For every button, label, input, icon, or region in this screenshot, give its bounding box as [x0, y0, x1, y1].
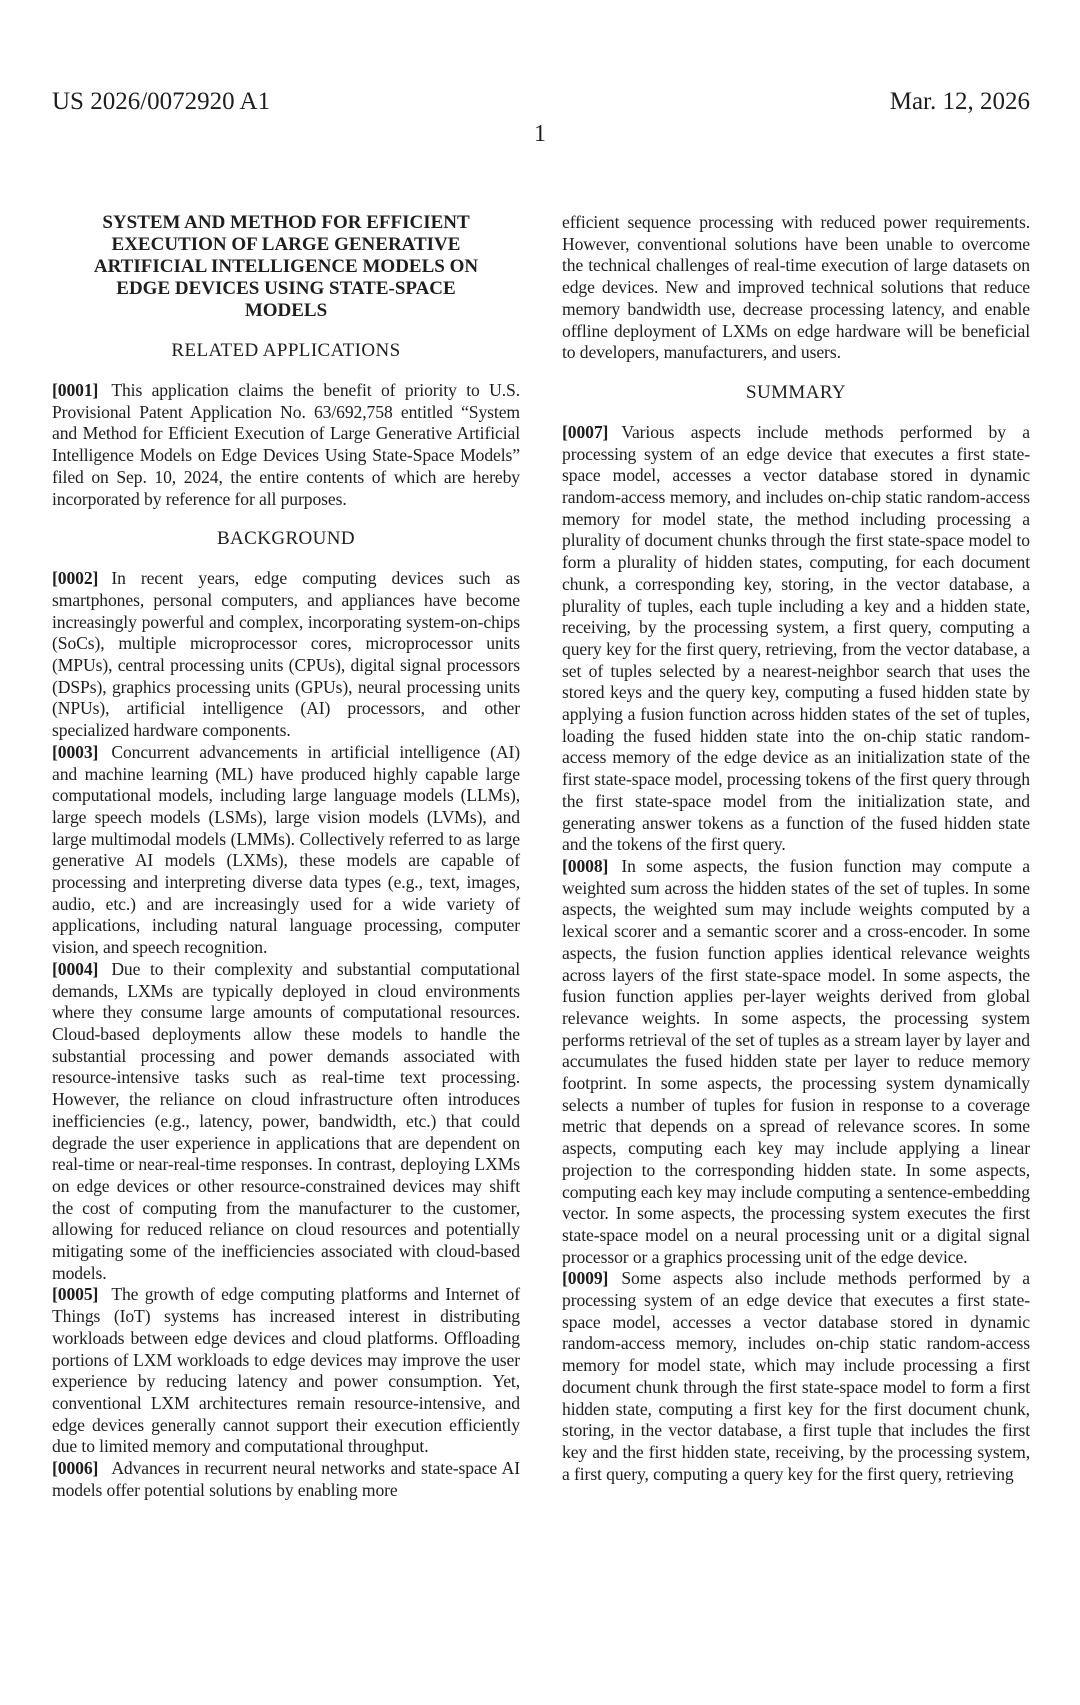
paragraph-0005 [52, 1284, 520, 1458]
paragraph-number: [0005] [52, 1284, 99, 1305]
paragraph-number: [0008] [562, 855, 609, 876]
paragraph-number: [0002] [52, 568, 99, 589]
paragraph-0008 [562, 856, 1030, 1268]
paragraph-0006 [52, 1458, 520, 1501]
paragraph-0001 [52, 380, 520, 510]
patent-title [52, 212, 520, 322]
paragraph-number: [0006] [52, 1458, 99, 1479]
paragraph-text: Due to their complexity and substantial computational demands, LXMs are typically deployed in cloud environments where they consume large amounts of computational resources. Cloud-based deployments allow these models to handle the substantial processing and power demands associated with resource-intensive tasks such as real-time text processing. However, the reliance on cloud infrastructure often introduces inefficiencies (e.g., latency, power, bandwidth, etc.) that could degrade the user experience in applications that are dependent on real-time or near-real-time responses. In contrast, deploying LXMs on edge devices or other resource-constrained devices may shift the cost of computing from the manufacturer to the customer, allowing for reduced reliance on cloud resources and potentially mitigating some of the inefficiencies associated with cloud-based models. [52, 958, 520, 1283]
section-heading-summary: SUMMARY [746, 381, 846, 403]
paragraph-0009 [562, 1268, 1030, 1485]
right-column [562, 212, 1030, 1501]
paragraph-text: Some aspects also include methods performed by a processing system of an edge device that executes a first state-space model, accesses a vector database stored in dynamic random-access memory, includes on-chip static random-access memory for model state, which may include processing a first document chunk through the first state-space model to form a first hidden state, computing a first key for the first document chunk, storing, in the vector database, a first tuple that includes the first key and the first hidden state, receiving, by the processing system, a first query, computing a query key for the first query, retrieving [562, 1268, 1030, 1484]
publication-number: US 2026/0072920 A1 [52, 88, 271, 115]
paragraph-0002 [52, 568, 520, 742]
paragraph-text: Advances in recurrent neural networks and state-space AI models offer potential solutions by enabling more [52, 1458, 520, 1500]
paragraph-number: [0001] [52, 380, 99, 400]
section-heading-background: BACKGROUND [216, 528, 356, 550]
paragraph-number: [0003] [52, 741, 99, 762]
patent-title-line: MODELS [244, 300, 328, 321]
paragraph-0004 [52, 959, 520, 1285]
paragraph-text: The growth of edge computing platforms and Internet of Things (IoT) systems has increased interest in distributing workloads between edge devices and cloud platforms. Offloading portions of LXM workloads to edge devices may improve the user experience by reducing latency and power consumption. Yet, conventional LXM architectures remain resource-intensive, and edge devices generally cannot support their execution efficiently due to limited memory and computational throughput. [52, 1284, 520, 1457]
paragraph-number: [0004] [52, 958, 99, 979]
paragraph-text: efficient sequence processing with reduced power requirements. However, conventional solutions have been unable to overcome the technical challenges of real-time execution of large datasets on edge devices. New and improved technical solutions that reduce memory bandwidth use, decrease processing latency, and enable offline deployment of LXMs on edge hardware will be beneficial to developers, manufacturers, and users. [562, 212, 1030, 363]
paragraph-0007 [562, 422, 1030, 856]
section-heading-related-applications: RELATED APPLICATIONS [171, 340, 401, 361]
paragraph-number: [0007] [562, 421, 609, 442]
patent-title-line: SYSTEM AND METHOD FOR EFFICIENT [102, 212, 470, 233]
patent-title-line: ARTIFICIAL INTELLIGENCE MODELS ON [93, 256, 479, 277]
patent-title-line: EDGE DEVICES USING STATE-SPACE [116, 278, 456, 299]
paragraph-text: Concurrent advancements in artificial intelligence (AI) and machine learning (ML) have produced highly capable large computational models, including large language models (LLMs), large speech models (LSMs), large vision models (LVMs), and large multimodal models (LMMs). Collectively referred to as large generative AI models (LXMs), these models are capable of processing and interpreting diverse data types (e.g., text, images, audio, etc.) and are increasingly used for a wide variety of applications, including natural language processing, computer vision, and speech recognition. [52, 741, 520, 958]
paragraph-text: This application claims the benefit of priority to U.S. Provisional Patent Application No. 63/692,758 entitled “System and Method for Efficient Execution of Large Generative Artificial Intelligence Models on Edge Devices Using State-Space Models” filed on Sep. 10, 2024, the entire contents of which are hereby incorporated by reference for all purposes. [52, 380, 520, 509]
document-body [52, 212, 1030, 1501]
paragraph-text: In recent years, edge computing devices such as smartphones, personal computers, and appliances have become increasingly powerful and complex, incorporating system-on-chips (SoCs), multiple microprocessor cores, microprocessor units (MPUs), central processing units (CPUs), digital signal processors (DSPs), graphics processing units (GPUs), neural processing units (NPUs), artificial intelligence (AI) processors, and other specialized hardware components. [52, 568, 520, 741]
paragraph-number: [0009] [562, 1268, 609, 1289]
paragraph-0003 [52, 742, 520, 959]
page-header [52, 88, 1030, 116]
paragraph-continuation [562, 212, 1030, 364]
paragraph-text: In some aspects, the fusion function may compute a weighted sum across the hidden states of the set of tuples. In some aspects, the weighted sum may include weights computed by a lexical scorer and a semantic scorer and a cross-encoder. In some aspects, the fusion function applies identical relevance weights across layers of the first state-space model. In some aspects, the fusion function applies per-layer weights derived from global relevance weights. In some aspects, the processing system performs retrieval of the set of tuples as a stream layer by layer and accumulates the fused hidden state per layer to reduce memory footprint. In some aspects, the processing system dynamically selects a number of tuples for fusion in response to a coverage metric that depends on a spread of relevance scores. In some aspects, computing each key may include applying a linear projection to the corresponding hidden state. In some aspects, computing each key may include computing a sentence-embedding vector. In some aspects, the processing system executes the first state-space model on a neural processing unit or a digital signal processor or a graphics processing unit of the edge device. [562, 855, 1030, 1267]
patent-title-line: EXECUTION OF LARGE GENERATIVE [111, 234, 461, 255]
publication-date: Mar. 12, 2026 [889, 88, 1030, 115]
page-number: 1 [534, 121, 546, 147]
paragraph-text: Various aspects include methods performed by a processing system of an edge device that executes a first state-space model, accesses a vector database stored in dynamic random-access memory, and includes on-chip static random-access memory for model state, the method including processing a plurality of document chunks through the first state-space model to form a plurality of hidden states, computing, for each document chunk, a corresponding key, storing, in the vector database, a plurality of tuples, each tuple including a key and a hidden state, receiving, by the processing system, a first query, computing a query key for the first query, retrieving, from the vector database, a set of tuples selected by a nearest-neighbor search that uses the stored keys and the query key, computing a fused hidden state by applying a fusion function across hidden states of the set of tuples, loading the fused hidden state into the on-chip static random-access memory of the edge device as an initialization state of the first state-space model, processing tokens of the first query through the first state-space model from the initialization state, and generating answer tokens as a function of the fused hidden state and the tokens of the first query. [562, 421, 1030, 855]
left-column [52, 212, 520, 1501]
